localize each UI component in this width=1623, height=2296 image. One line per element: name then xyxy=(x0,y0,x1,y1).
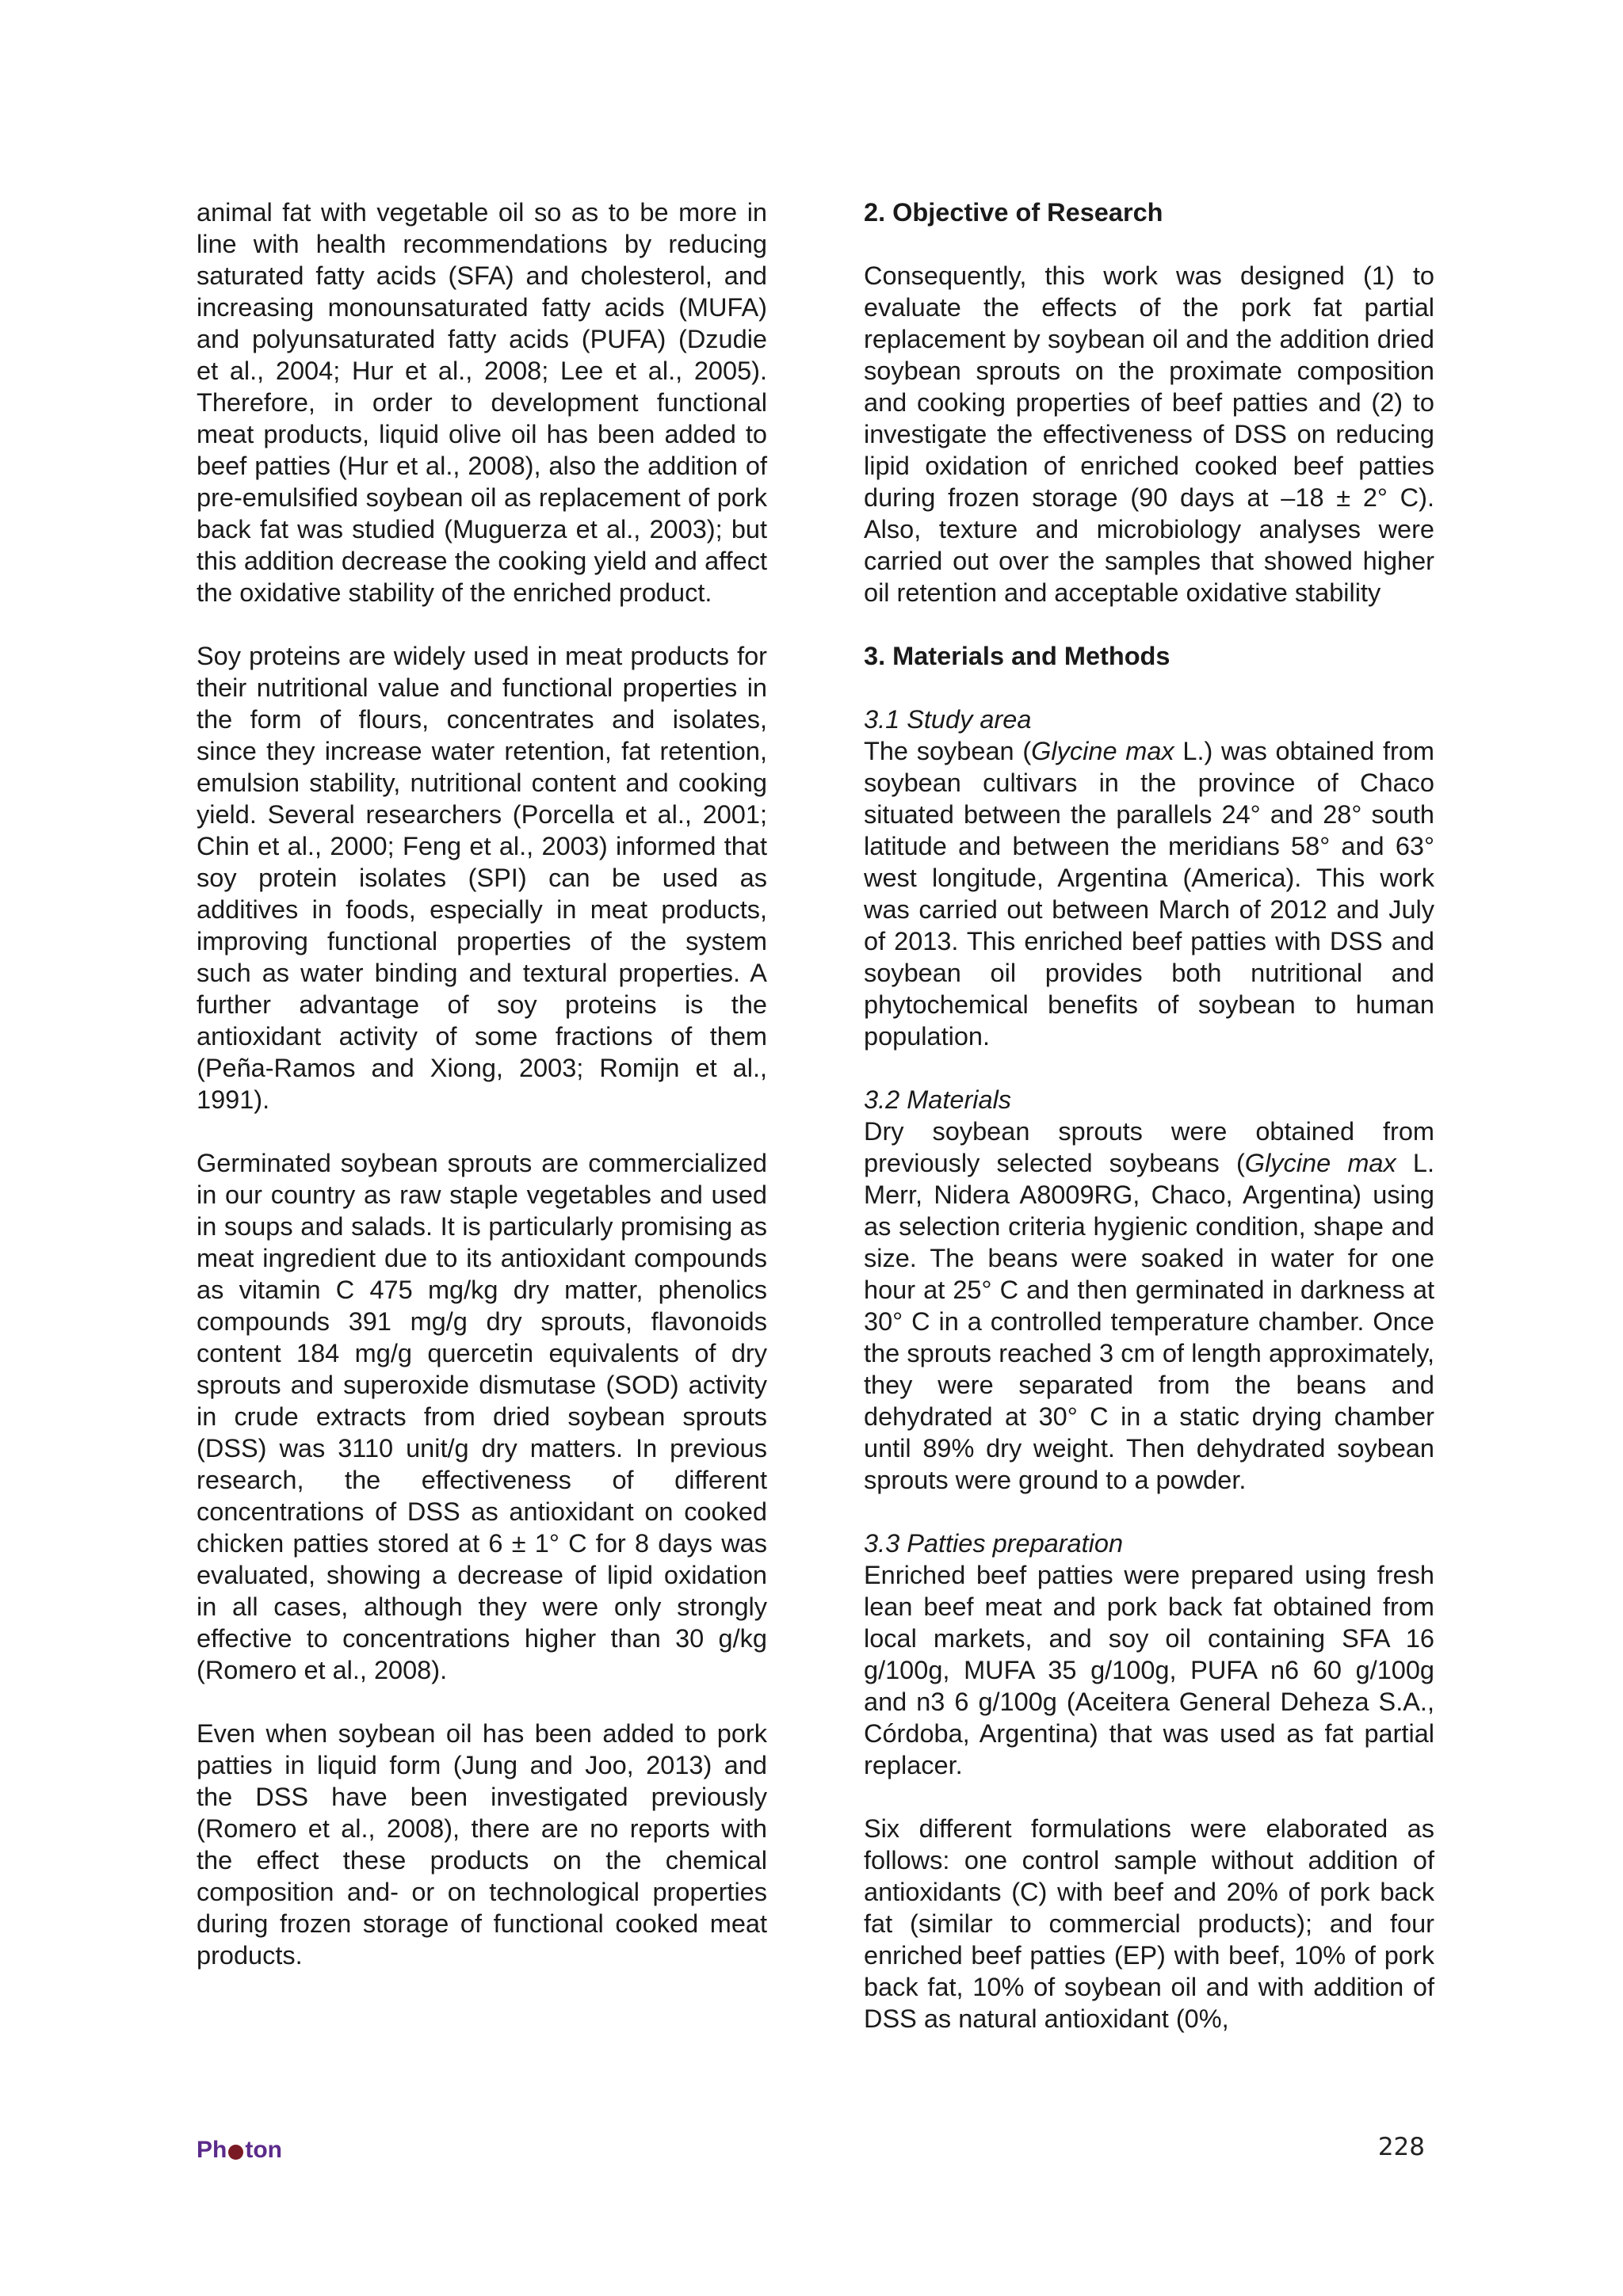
materials-subheading: 3.2 Materials xyxy=(864,1085,1012,1114)
logo-dot-icon xyxy=(228,2145,243,2160)
logo-text-suffix: ton xyxy=(245,2137,282,2163)
left-column xyxy=(197,196,767,2003)
study-area-paragraph xyxy=(864,735,1434,1052)
study-area-text-1: The soybean ( xyxy=(864,737,1032,765)
left-paragraph-1: animal fat with vegetable oil so as to be more in line with health recommendations by reducing saturated fatty acids (SFA) and cholesterol, and increasing monounsaturated fatty acids (MUFA) and polyunsaturated fatty acids (PUFA) (Dzudie et al., 2004; Hur et al., 2008; Lee et al., 2005). Therefore, in order to development functional meat products, liquid olive oil has been added to beef patties (Hur et al., 2008), also the addition of pre-emulsified soybean oil as replacement of pork back fat was studied (Muguerza et al., 2003); but this addition decrease the cooking yield and affect the oxidative stability of the enriched product. xyxy=(197,198,767,607)
logo-text-prefix: Ph xyxy=(197,2137,227,2163)
objective-heading: 2. Objective of Research xyxy=(864,198,1163,227)
species-name: Glycine max xyxy=(1031,737,1174,765)
materials-text-2: L. Merr, Nidera A8009RG, Chaco, Argentina) using as selection criteria hygienic condition, shape and size. The beans were soaked in water for one hour at 25° C and then germinated in darkness at 30° C in a controlled temperature chamber. Once the sprouts reached 3 cm of length approximately, they were separated from the beans and dehydrated at 30° C in a static drying chamber until 89% dry weight. Then dehydrated soybean sprouts were ground to a powder. xyxy=(864,1149,1434,1494)
study-area-text-2: L.) was obtained from soybean cultivars in the province of Chaco situated between the parallels 24° and 28° south latitude and between the meridians 58° and 63° west longitude, Argentina (America). This work was carried out between March of 2012 and July of 2013. This enriched beef patties with DSS and soybean oil provides both nutritional and phytochemical benefits of soybean to human population. xyxy=(864,737,1434,1051)
left-paragraph-2: Soy proteins are widely used in meat products for their nutritional value and functional properties in the form of flours, concentrates and isolates, since they increase water retention, fat retention, emulsion stability, nutritional content and cooking yield. Several researchers (Porcella et al., 2001; Chin et al., 2000; Feng et al., 2003) informed that soy protein isolates (SPI) can be used as additives in foods, especially in meat products, improving functional properties of the system such as water binding and textural properties. A further advantage of soy proteins is the antioxidant activity of some fractions of them (Peña-Ramos and Xiong, 2003; Romijn et al., 1991). xyxy=(197,642,767,1114)
journal-logo xyxy=(197,2134,282,2166)
study-area-subheading: 3.1 Study area xyxy=(864,705,1032,734)
materials-text-1: Dry soybean sprouts were obtained from previously selected soybeans ( xyxy=(864,1117,1434,1177)
methods-heading: 3. Materials and Methods xyxy=(864,642,1170,670)
objective-paragraph: Consequently, this work was designed (1) to evaluate the effects of the pork fat partial replacement by soybean oil and the addition dried soybean sprouts on the proximate composition and cooking properties of beef patties and (2) to investigate the effectiveness of DSS on reducing lipid oxidation of enriched cooked beef patties during frozen storage (90 days at –18 ± 2° C). Also, texture and microbiology analyses were carried out over the samples that showed higher oil retention and acceptable oxidative stability xyxy=(864,261,1434,607)
left-paragraph-3: Germinated soybean sprouts are commercialized in our country as raw staple vegetables and used in soups and salads. It is particularly promising as meat ingredient due to its antioxidant compounds as vitamin C 475 mg/kg dry matter, phenolics compounds 391 mg/g dry sprouts, flavonoids content 184 mg/g quercetin equivalents of dry sprouts and superoxide dismutase (SOD) activity in crude extracts from dried soybean sprouts (DSS) was 3110 unit/g dry matters. In previous research, the effectiveness of different concentrations of DSS as antioxidant on cooked chicken patties stored at 6 ± 1° C for 8 days was evaluated, showing a decrease of lipid oxidation in all cases, although they were only strongly effective to concentrations higher than 30 g/kg (Romero et al., 2008). xyxy=(197,1149,767,1684)
species-name: Glycine max xyxy=(1244,1149,1396,1177)
page-number: 228 xyxy=(1377,2133,1425,2161)
formulations-paragraph: Six different formulations were elaborated as follows: one control sample without addition of antioxidants (C) with beef and 20% of pork back fat (similar to commercial products); and four enriched beef patties (EP) with beef, 10% of pork back fat, 10% of soybean oil and with addition of DSS as natural antioxidant (0%, xyxy=(864,1814,1434,2033)
patties-paragraph: Enriched beef patties were prepared using fresh lean beef meat and pork back fat obtained from local markets, and soy oil containing SFA 16 g/100g, MUFA 35 g/100g, PUFA n6 60 g/100g and n3 6 g/100g (Aceitera General Deheza S.A., Córdoba, Argentina) that was used as fat partial replacer. xyxy=(864,1561,1434,1779)
left-paragraph-4: Even when soybean oil has been added to pork patties in liquid form (Jung and Joo, 2013) and the DSS have been investigated previously (Romero et al., 2008), there are no reports with the effect these products on the chemical composition and- or on technological properties during frozen storage of functional cooked meat products. xyxy=(197,1719,767,1970)
patties-subheading: 3.3 Patties preparation xyxy=(864,1529,1124,1558)
materials-paragraph xyxy=(864,1116,1434,1496)
right-column xyxy=(864,196,1434,2066)
